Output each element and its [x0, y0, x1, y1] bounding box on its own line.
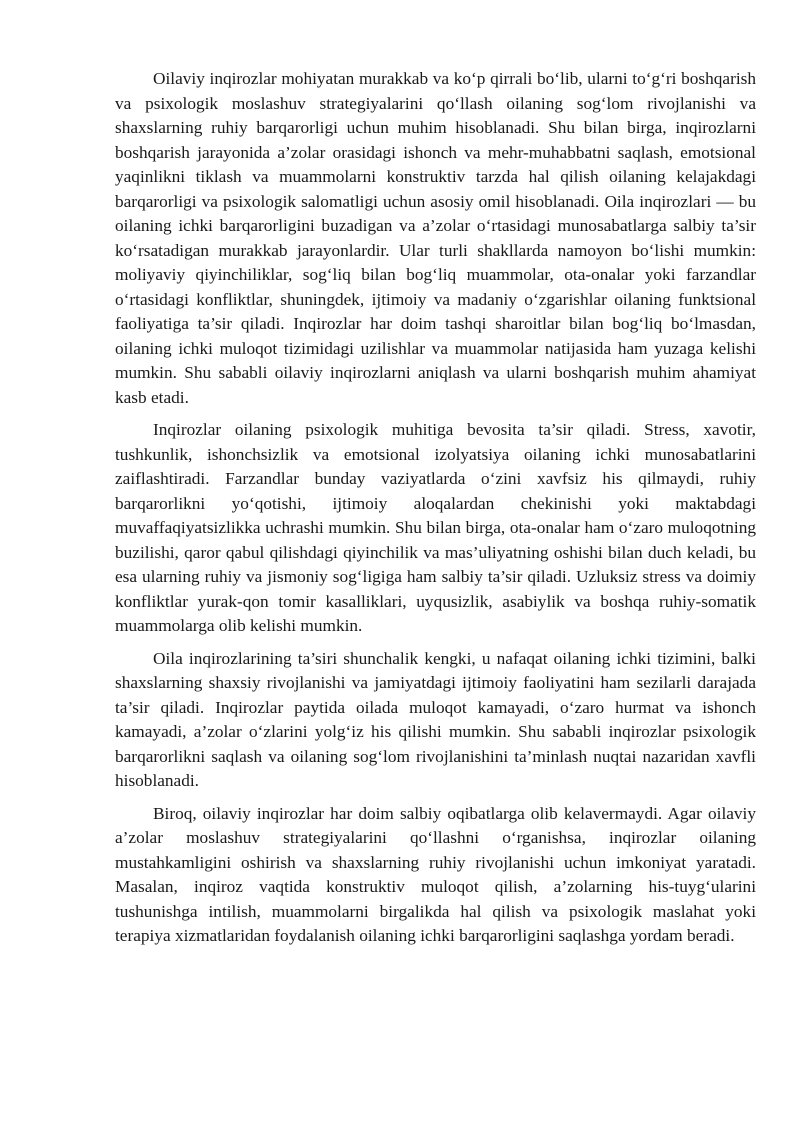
paragraph-1: Oilaviy inqirozlar mohiyatan murakkab va ko‘p qirrali bo‘lib, ularni to‘g‘ri boshqarish va psixologik moslashuv strategiyalarini qo‘llash oilaning sog‘lom rivojlanishi va shaxslarning ruhiy barqarorligi uchun muhim hisoblanadi. Shu bilan birga, inqirozlarni boshqarish jarayonida a’zolar orasidagi ishonch va mehr-muhabbatni saqlash, emotsional yaqinlikni tiklash va muammolarni konstruktiv tarzda hal qilish oilaning kelajakdagi barqarorligi va psixologik salomatligi uchun asosiy omil hisoblanadi. Oila inqirozlari — bu oilaning ichki barqarorligini buzadigan va a’zolar o‘rtasidagi munosabatlarga salbiy ta’sir ko‘rsatadigan murakkab jarayonlardir. Ular turli shakllarda namoyon bo‘lishi mumkin: moliyaviy qiyinchiliklar, sog‘liq bilan bog‘liq muammolar, ota-onalar yoki farzandlar o‘rtasidagi konfliktlar, shuningdek, ijtimoiy va madaniy o‘zgarishlar oilaning funktsional faoliyatiga ta’sir qiladi. Inqirozlar har doim tashqi sharoitlar bilan bog‘liq bo‘lmasdan, oilaning ichki muloqot tizimidagi uzilishlar va muammolar natijasida ham yuzaga kelishi mumkin. Shu sababli oilaviy inqirozlarni aniqlash va ularni boshqarish muhim ahamiyat kasb etadi. [115, 69, 756, 407]
paragraph-3: Oila inqirozlarining ta’siri shunchalik kengki, u nafaqat oilaning ichki tizimini, balki shaxslarning shaxsiy rivojlanishi va jamiyatdagi ijtimoiy faoliyatini ham sezilarli darajada ta’sir qiladi. Inqirozlar paytida oilada muloqot kamayadi, o‘zaro hurmat va ishonch kamayadi, a’zolar o‘zlarini yolg‘iz his qilishi mumkin. Shu sababli inqirozlar psixologik barqarorlikni saqlash va oilaning sog‘lom rivojlanishini ta’minlash nuqtai nazaridan xavfli hisoblanadi. [115, 648, 756, 790]
document-page [115, 67, 756, 957]
paragraph-2: Inqirozlar oilaning psixologik muhitiga bevosita ta’sir qiladi. Stress, xavotir, tushkunlik, ishonchsizlik va emotsional izolyatsiya oilaning ichki munosabatlarini zaiflashtiradi. Farzandlar bunday vaziyatlarda o‘zini xavfsiz his qilmaydi, ruhiy barqarorlikni yo‘qotishi, ijtimoiy aloqalardan chekinishi yoki maktabdagi muvaffaqiyatsizlikka uchrashi mumkin. Shu bilan birga, ota-onalar ham o‘zaro muloqotning buzilishi, qaror qabul qilishdagi qiyinchilik va mas’uliyatning oshishi bilan duch keladi, bu esa ularning ruhiy va jismoniy sog‘ligiga ham salbiy ta’sir qiladi. Uzluksiz stress va doimiy konfliktlar yurak-qon tomir kasalliklari, uyqusizlik, asabiylik va boshqa ruhiy-somatik muammolarga olib kelishi mumkin. [115, 420, 756, 635]
paragraph-4: Biroq, oilaviy inqirozlar har doim salbiy oqibatlarga olib kelavermaydi. Agar oilaviy a’zolar moslashuv strategiyalarini qo‘llashni o‘rganishsa, inqirozlar oilaning mustahkamligini oshirish va shaxslarning ruhiy rivojlanishi uchun imkoniyat yaratadi. Masalan, inqiroz vaqtida konstruktiv muloqot qilish, a’zolarning his-tuyg‘ularini tushunishga intilish, muammolarni birgalikda hal qilish va psixologik maslahat yoki terapiya xizmatlaridan foydalanish oilaning ichki barqarorligini saqlashga yordam beradi. [115, 803, 756, 945]
